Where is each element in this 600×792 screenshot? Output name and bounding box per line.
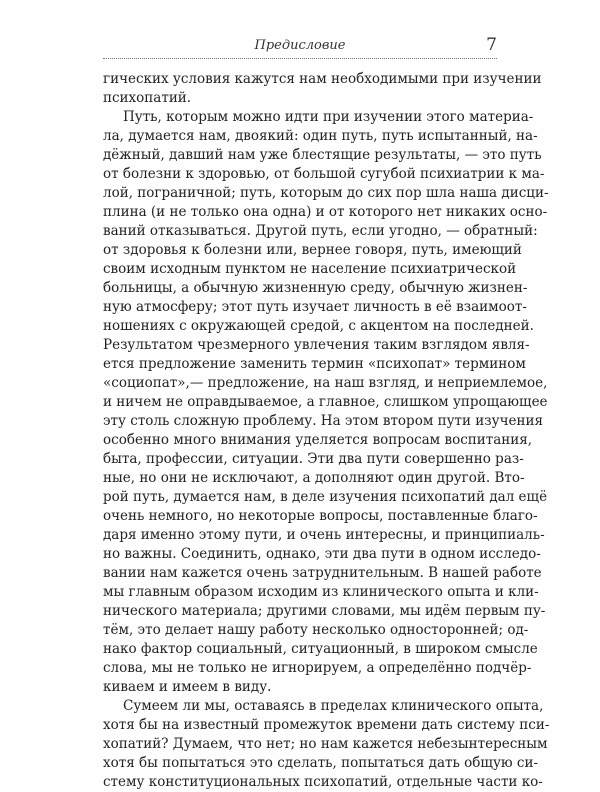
text-line: и ничем не оправдываемое, а главное, слишком упрощающее: [103, 394, 548, 410]
text-line: гических условия кажутся нам необходимыми при изучении: [103, 71, 542, 87]
text-line: стему конституциональных психопатий, отдельные части ко-: [103, 774, 543, 790]
text-line: от здоровья к болезни или, вернее говоря, путь, имеющий: [103, 242, 522, 258]
section-title: Предисловие: [254, 38, 346, 53]
text-line: даря именно этому пути, и очень интересны, и принципиаль-: [103, 527, 545, 543]
text-line: ется предложение заменить термин «психопат» термином: [103, 356, 526, 372]
text-line: Результатом чрезмерного увлечения таким взглядом явля-: [103, 337, 530, 353]
text-line: лой, пограничной; путь, которым до сих пор шла наша дисци-: [103, 185, 549, 201]
text-line: психопатий.: [103, 90, 192, 106]
text-line: плина (и не только она одна) и от которого нет никаких осно-: [103, 204, 548, 220]
paragraph: [103, 108, 549, 697]
text-line: ношениях с окружающей средой, с акцентом на последней.: [103, 318, 534, 334]
text-line: Сумеем ли мы, оставаясь в пределах клинического опыта,: [123, 698, 544, 714]
text-line: эту столь сложную проблему. На этом втором пути изучения: [103, 413, 544, 429]
text-line: слова, мы не только не игнорируем, а определённо подчёр-: [103, 660, 532, 676]
paragraph: [103, 697, 550, 792]
text-line: от болезни к здоровью, от большой сугубой психиатрии к ма-: [103, 166, 545, 182]
page-number: 7: [486, 35, 497, 55]
text-line: ную атмосферу; этот путь изучает личность в её взаимоот-: [103, 299, 527, 315]
text-line: хотя бы попытаться это сделать, попытаться дать общую си-: [103, 755, 539, 771]
text-line: Путь, которым можно идти при изучении этого материа-: [123, 109, 534, 125]
text-line: дёжный, давший нам уже блестящие результаты, — это путь: [103, 147, 542, 163]
paragraph: [103, 70, 542, 108]
body-text: [103, 70, 550, 792]
text-line: киваем и имеем в виду.: [103, 679, 272, 695]
text-line: очень немного, но некоторые вопросы, поставленные благо-: [103, 508, 538, 524]
text-line: вании нам кажется очень затруднительным. В нашей работе: [103, 565, 542, 581]
running-head: [103, 34, 497, 59]
text-line: быта, профессии, ситуации. Эти два пути совершенно раз-: [103, 451, 524, 467]
text-line: ваний отказываться. Другой путь, если угодно, — обратный:: [103, 223, 538, 239]
text-line: нако фактор социальный, ситуационный, в широком смысле: [103, 641, 538, 657]
text-line: хопатий? Думаем, что нет; но нам кажется небезынтересным: [103, 736, 548, 752]
text-line: больницы, а обычную жизненную среду, обычную жизнен-: [103, 280, 528, 296]
text-line: особенно много внимания уделяется вопросам воспитания,: [103, 432, 533, 448]
text-line: нического материала; другими словами, мы идём первым пу-: [103, 603, 546, 619]
text-line: рой путь, думается нам, в деле изучения психопатий дал ещё: [103, 489, 548, 505]
text-line: но важны. Соединить, однако, эти два пути в одном исследо-: [103, 546, 541, 562]
text-line: мы главным образом исходим из клинического опыта и кли-: [103, 584, 539, 600]
text-line: хотя бы на известный промежуток времени дать систему пси-: [103, 717, 550, 733]
text-line: своим исходным пунктом не население психиатрической: [103, 261, 517, 277]
text-line: ла, думается нам, двоякий: один путь, путь испытанный, на-: [103, 128, 538, 144]
text-line: «социопат»,— предложение, на наш взгляд, и неприемлемое,: [103, 375, 548, 391]
text-line: ные, но они не исключают, а дополняют один другой. Вто-: [103, 470, 525, 486]
text-line: тём, это делает нашу работу несколько односторонней; од-: [103, 622, 529, 638]
